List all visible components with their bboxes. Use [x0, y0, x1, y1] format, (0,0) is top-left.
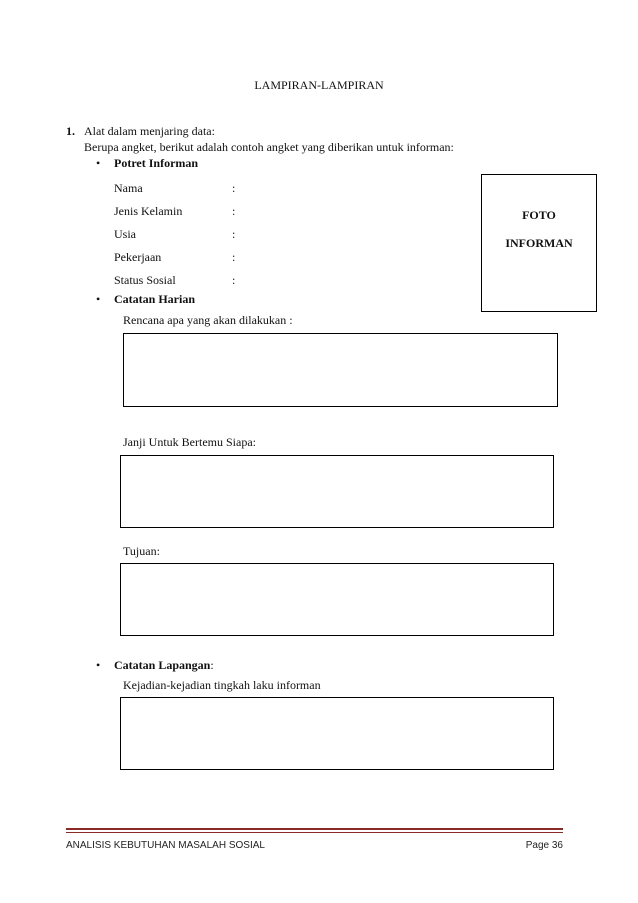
bullet-icon: •	[96, 292, 101, 306]
page-number: Page 36	[525, 840, 563, 851]
field-label-usia: Usia	[114, 227, 136, 241]
field-label-nama: Nama	[114, 181, 143, 195]
janji-field[interactable]	[120, 455, 554, 528]
field-label-status-sosial: Status Sosial	[114, 273, 176, 287]
footer-divider	[66, 828, 563, 830]
kejadian-field[interactable]	[120, 697, 554, 770]
field-label-jenis-kelamin: Jenis Kelamin	[114, 204, 183, 218]
footer-divider-thin	[66, 832, 563, 833]
rencana-field[interactable]	[123, 333, 558, 407]
tujuan-label: Tujuan:	[123, 544, 160, 558]
section-number: 1.	[66, 124, 75, 138]
section-intro: Berupa angket, berikut adalah contoh angket yang diberikan untuk informan:	[84, 140, 454, 154]
bullet-icon: •	[96, 156, 101, 170]
footer-left-text: ANALISIS KEBUTUHAN MASALAH SOSIAL	[66, 840, 265, 851]
lapangan-heading: Catatan Lapangan	[114, 658, 211, 672]
field-colon: :	[232, 204, 236, 218]
kejadian-label: Kejadian-kejadian tingkah laku informan	[123, 678, 321, 692]
rencana-label: Rencana apa yang akan dilakukan :	[123, 313, 293, 327]
field-colon: :	[232, 250, 236, 264]
lapangan-heading-wrap	[114, 658, 214, 673]
field-label-pekerjaan: Pekerjaan	[114, 250, 162, 264]
potret-heading: Potret Informan	[114, 156, 199, 170]
photo-label-foto: FOTO	[522, 208, 556, 222]
bullet-icon: •	[96, 658, 101, 672]
photo-box	[481, 174, 597, 312]
field-colon: :	[232, 273, 236, 287]
lapangan-heading-colon: :	[210, 658, 214, 672]
janji-label: Janji Untuk Bertemu Siapa:	[123, 435, 256, 449]
photo-label-informan: INFORMAN	[505, 236, 573, 250]
field-colon: :	[232, 181, 236, 195]
tujuan-field[interactable]	[120, 563, 554, 636]
section-heading: Alat dalam menjaring data:	[84, 124, 215, 138]
page-title: LAMPIRAN-LAMPIRAN	[254, 78, 384, 92]
harian-heading: Catatan Harian	[114, 292, 195, 306]
field-colon: :	[232, 227, 236, 241]
